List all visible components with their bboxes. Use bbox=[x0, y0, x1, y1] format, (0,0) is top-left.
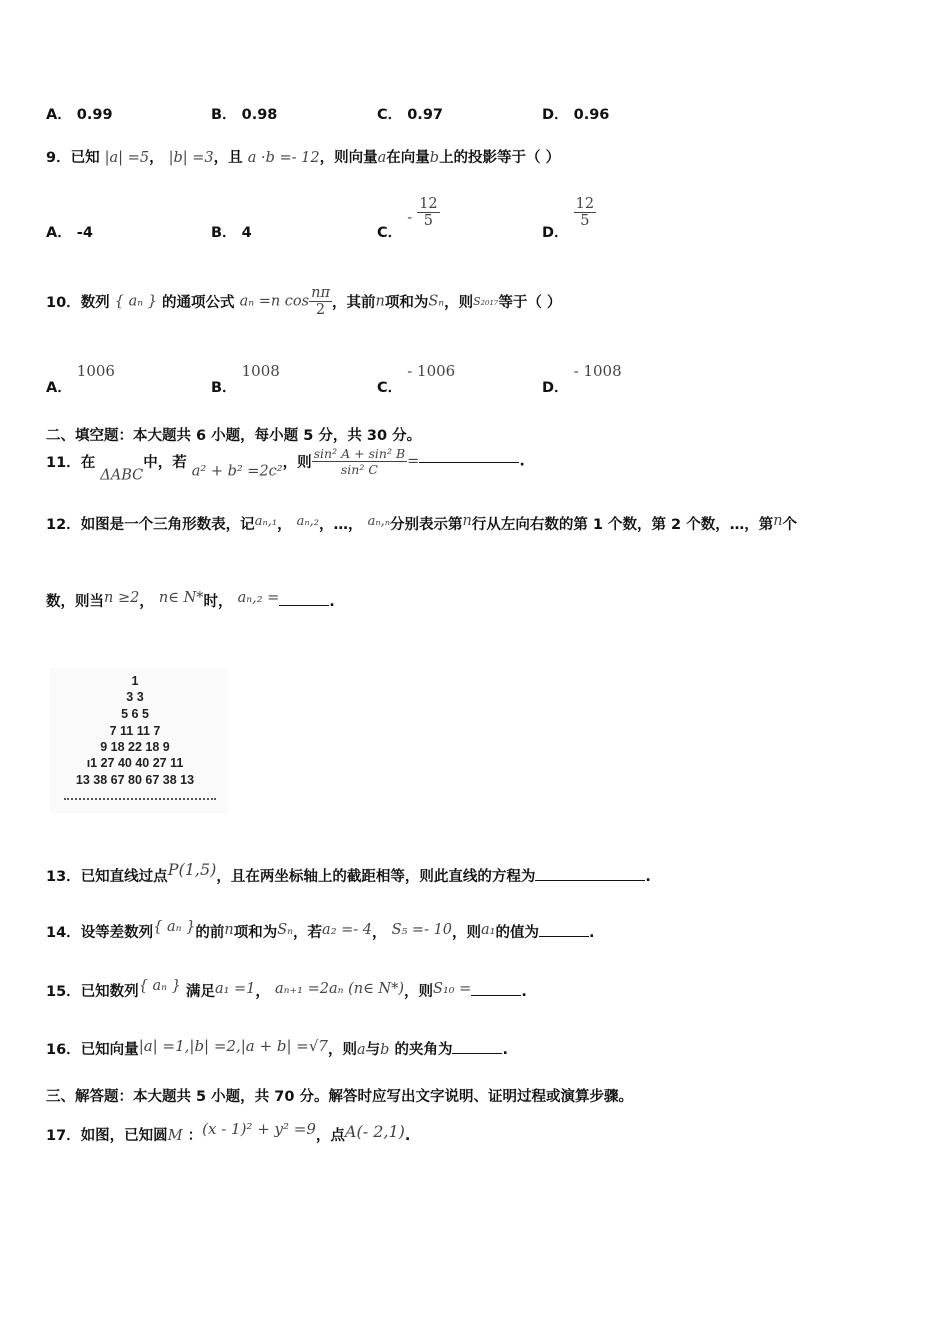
answer-blank[interactable] bbox=[535, 878, 645, 881]
q9-option-b: B． 4 bbox=[211, 225, 252, 241]
q10-option-c: C． - 1006 bbox=[377, 362, 456, 396]
triangle-row: ı1 27 40 40 27 11 bbox=[86, 756, 184, 770]
q9-option-c: C． - $\frac{12}{5}$ bbox=[377, 196, 438, 241]
triangle-row: 9 18 22 18 9 bbox=[100, 740, 170, 754]
section-2-heading: 二、填空题：本大题共 6 小题，每小题 5 分，共 30 分。 bbox=[46, 428, 422, 444]
question-12-line2: 数，则当n ≥2， n∈ N*时， aₙ,₂ = . bbox=[46, 590, 335, 610]
q10-option-b: B． 1008 bbox=[211, 362, 280, 396]
triangle-row: 1 bbox=[131, 674, 139, 688]
question-13: 13．已知直线过点P(1,5)，且在两坐标轴上的截距相等，则此直线的方程为 . bbox=[46, 860, 651, 885]
option-a: A． 0.99 bbox=[46, 107, 113, 123]
answer-blank[interactable] bbox=[539, 934, 589, 937]
question-14: 14．设等差数列{ aₙ }的前n项和为Sₙ，若a₂ =- 4， S₅ =- 10，则a₁的值为 . bbox=[46, 919, 595, 941]
question-15: 15．已知数列{ aₙ } 满足a₁ =1， aₙ₊₁ =2aₙ (n∈ N*)，则S₁₀ = . bbox=[46, 978, 527, 1000]
continuation-dots bbox=[64, 798, 216, 800]
option-c: C． 0.97 bbox=[377, 107, 443, 123]
answer-blank[interactable] bbox=[279, 603, 329, 606]
triangle-row: 13 38 67 80 67 38 13 bbox=[75, 773, 195, 787]
triangle-row: 5 6 5 bbox=[121, 707, 149, 721]
triangle-number-table bbox=[50, 668, 228, 813]
option-d: D． 0.96 bbox=[542, 107, 610, 123]
question-11: 11．在 ΔABC中，若 a² + b² =2c²，则 $\frac{\text{sin² A + sin² B}}{\text{sin² C}}$ = . bbox=[46, 446, 525, 484]
triangle-row: 7 11 11 7 bbox=[109, 724, 161, 738]
question-16: 16．已知向量|a| =1,|b| =2,|a + b| =√7，则a与b 的夹角为 . bbox=[46, 1037, 508, 1058]
q9-option-d: D． $\frac{12}{5}$ bbox=[542, 196, 595, 241]
answer-blank[interactable] bbox=[452, 1051, 502, 1054]
q10-option-d: D． - 1008 bbox=[542, 362, 622, 396]
question-10: 10．数列 { aₙ } 的通项公式 aₙ =n cos $\frac{n\pi}{2}$ ，其前n项和为Sₙ，则S₂₀₁₇等于（ ） bbox=[46, 285, 562, 318]
q10-option-a: A． 1006 bbox=[46, 362, 115, 396]
option-b: B． 0.98 bbox=[211, 107, 278, 123]
question-9: 9．已知 |a| =5， |b| =3，且 a ·b =- 12，则向量a在向量b上的投影等于（ ） bbox=[46, 150, 561, 166]
question-12: 12．如图是一个三角形数表，记aₙ,₁， aₙ,₂，…， aₙ,ₙ分别表示第n行从左向右数的第 1 个数，第 2 个数，…，第n个 bbox=[46, 513, 798, 533]
q9-option-a: A． -4 bbox=[46, 225, 93, 241]
triangle-row: 3 3 bbox=[126, 690, 144, 704]
answer-blank[interactable] bbox=[471, 993, 521, 996]
answer-blank[interactable] bbox=[419, 460, 519, 463]
section-3-heading: 三、解答题：本大题共 5 小题，共 70 分。解答时应写出文字说明、证明过程或演算步骤。 bbox=[46, 1089, 633, 1105]
question-17: 17．如图，已知圆M ：(x - 1)² + y² =9，点A(- 2,1). bbox=[46, 1120, 411, 1144]
